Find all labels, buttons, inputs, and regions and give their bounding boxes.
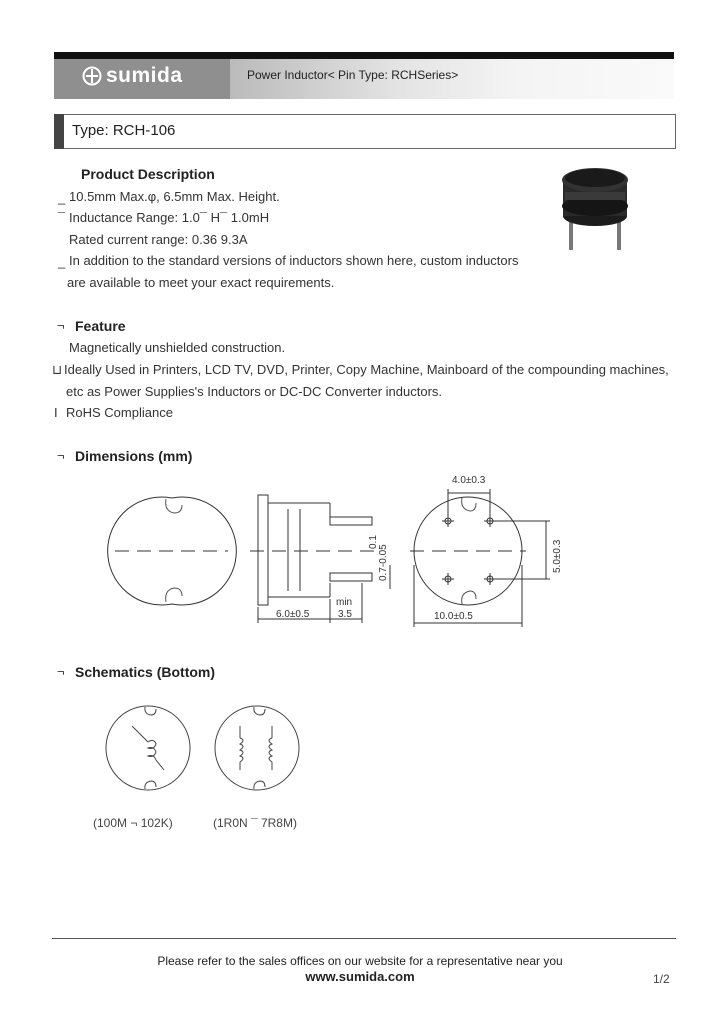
diameter-label: 10.0±0.5 [434,611,473,622]
schematics-drawing [100,700,310,796]
header-title: Power Inductor< Pin Type: RCHSeries> [247,68,459,82]
page-number: 1/2 [653,972,670,986]
footer-note: Please refer to the sales offices on our website for a representative near you [157,954,563,968]
pd-bullet-1: _ [58,190,66,205]
pin-span-side-label: 5.0±0.3 [552,539,563,573]
top-view [108,497,237,605]
pin-span-top-label: 4.0±0.3 [452,475,486,486]
logo-text: sumida [106,64,183,87]
schematic-right [215,706,299,790]
pd-line-1: 10.5mm Max.φ, 6.5mm Max. Height. [69,189,280,204]
feature-bullet: ¬ [57,318,65,333]
lead-tol-label: 0.7-0.05 [378,544,389,581]
schematics-bullet: ¬ [57,664,65,679]
lead-length-label: 3.5 [338,609,352,620]
type-label: Type: RCH-106 [72,122,176,139]
pd-bullet-4: _ [58,254,66,269]
feature-line-1: Magnetically unshielded construction. [69,340,286,355]
pd-line-4: In addition to the standard versions of inductors shown here, custom inductors [69,253,519,268]
pd-line-5: are available to meet your exact requirements. [67,275,335,290]
bottom-view [410,489,550,627]
product-description-heading: Product Description [81,166,215,182]
feature-line-2: Ideally Used in Printers, LCD TV, DVD, Printer, Copy Machine, Mainboard of the compounding machines, [64,362,669,377]
pd-line-2: Inductance Range: 1.0¯ H¯ 1.0mH [69,210,270,225]
type-box-accent [54,114,64,149]
feature-bullet-4: I [54,405,58,420]
header-top-bar [54,52,674,59]
feature-bullet-2: ⊔ [52,362,63,377]
schematic-caption-right: (1R0N ¯ 7R8M) [213,816,297,830]
sumida-logo [82,64,183,88]
footer-url[interactable]: www.sumida.com [305,969,415,984]
footer-divider [52,938,676,939]
pd-bullet-2: ¯ [58,210,66,225]
schematic-caption-left: (100M ¬ 102K) [93,816,173,830]
dimensions-drawing [100,465,570,635]
lead-tol-upper-label: 0.1 [368,535,379,549]
dimensions-heading: Dimensions (mm) [75,448,193,464]
feature-line-3: etc as Power Supplies's Inductors or DC-DC Converter inductors. [66,384,443,399]
feature-heading: Feature [75,318,126,334]
dimensions-bullet: ¬ [57,448,65,463]
feature-line-4: RoHS Compliance [66,405,173,420]
lead-min-label: min [336,597,353,608]
pd-line-3: Rated current range: 0.36 9.3A [69,232,248,247]
schematics-heading: Schematics (Bottom) [75,664,216,680]
product-photo [555,160,645,252]
sumida-logo-icon [82,66,102,86]
side-width-label: 6.0±0.5 [276,609,310,620]
schematic-left [106,706,190,790]
side-view [250,495,390,623]
